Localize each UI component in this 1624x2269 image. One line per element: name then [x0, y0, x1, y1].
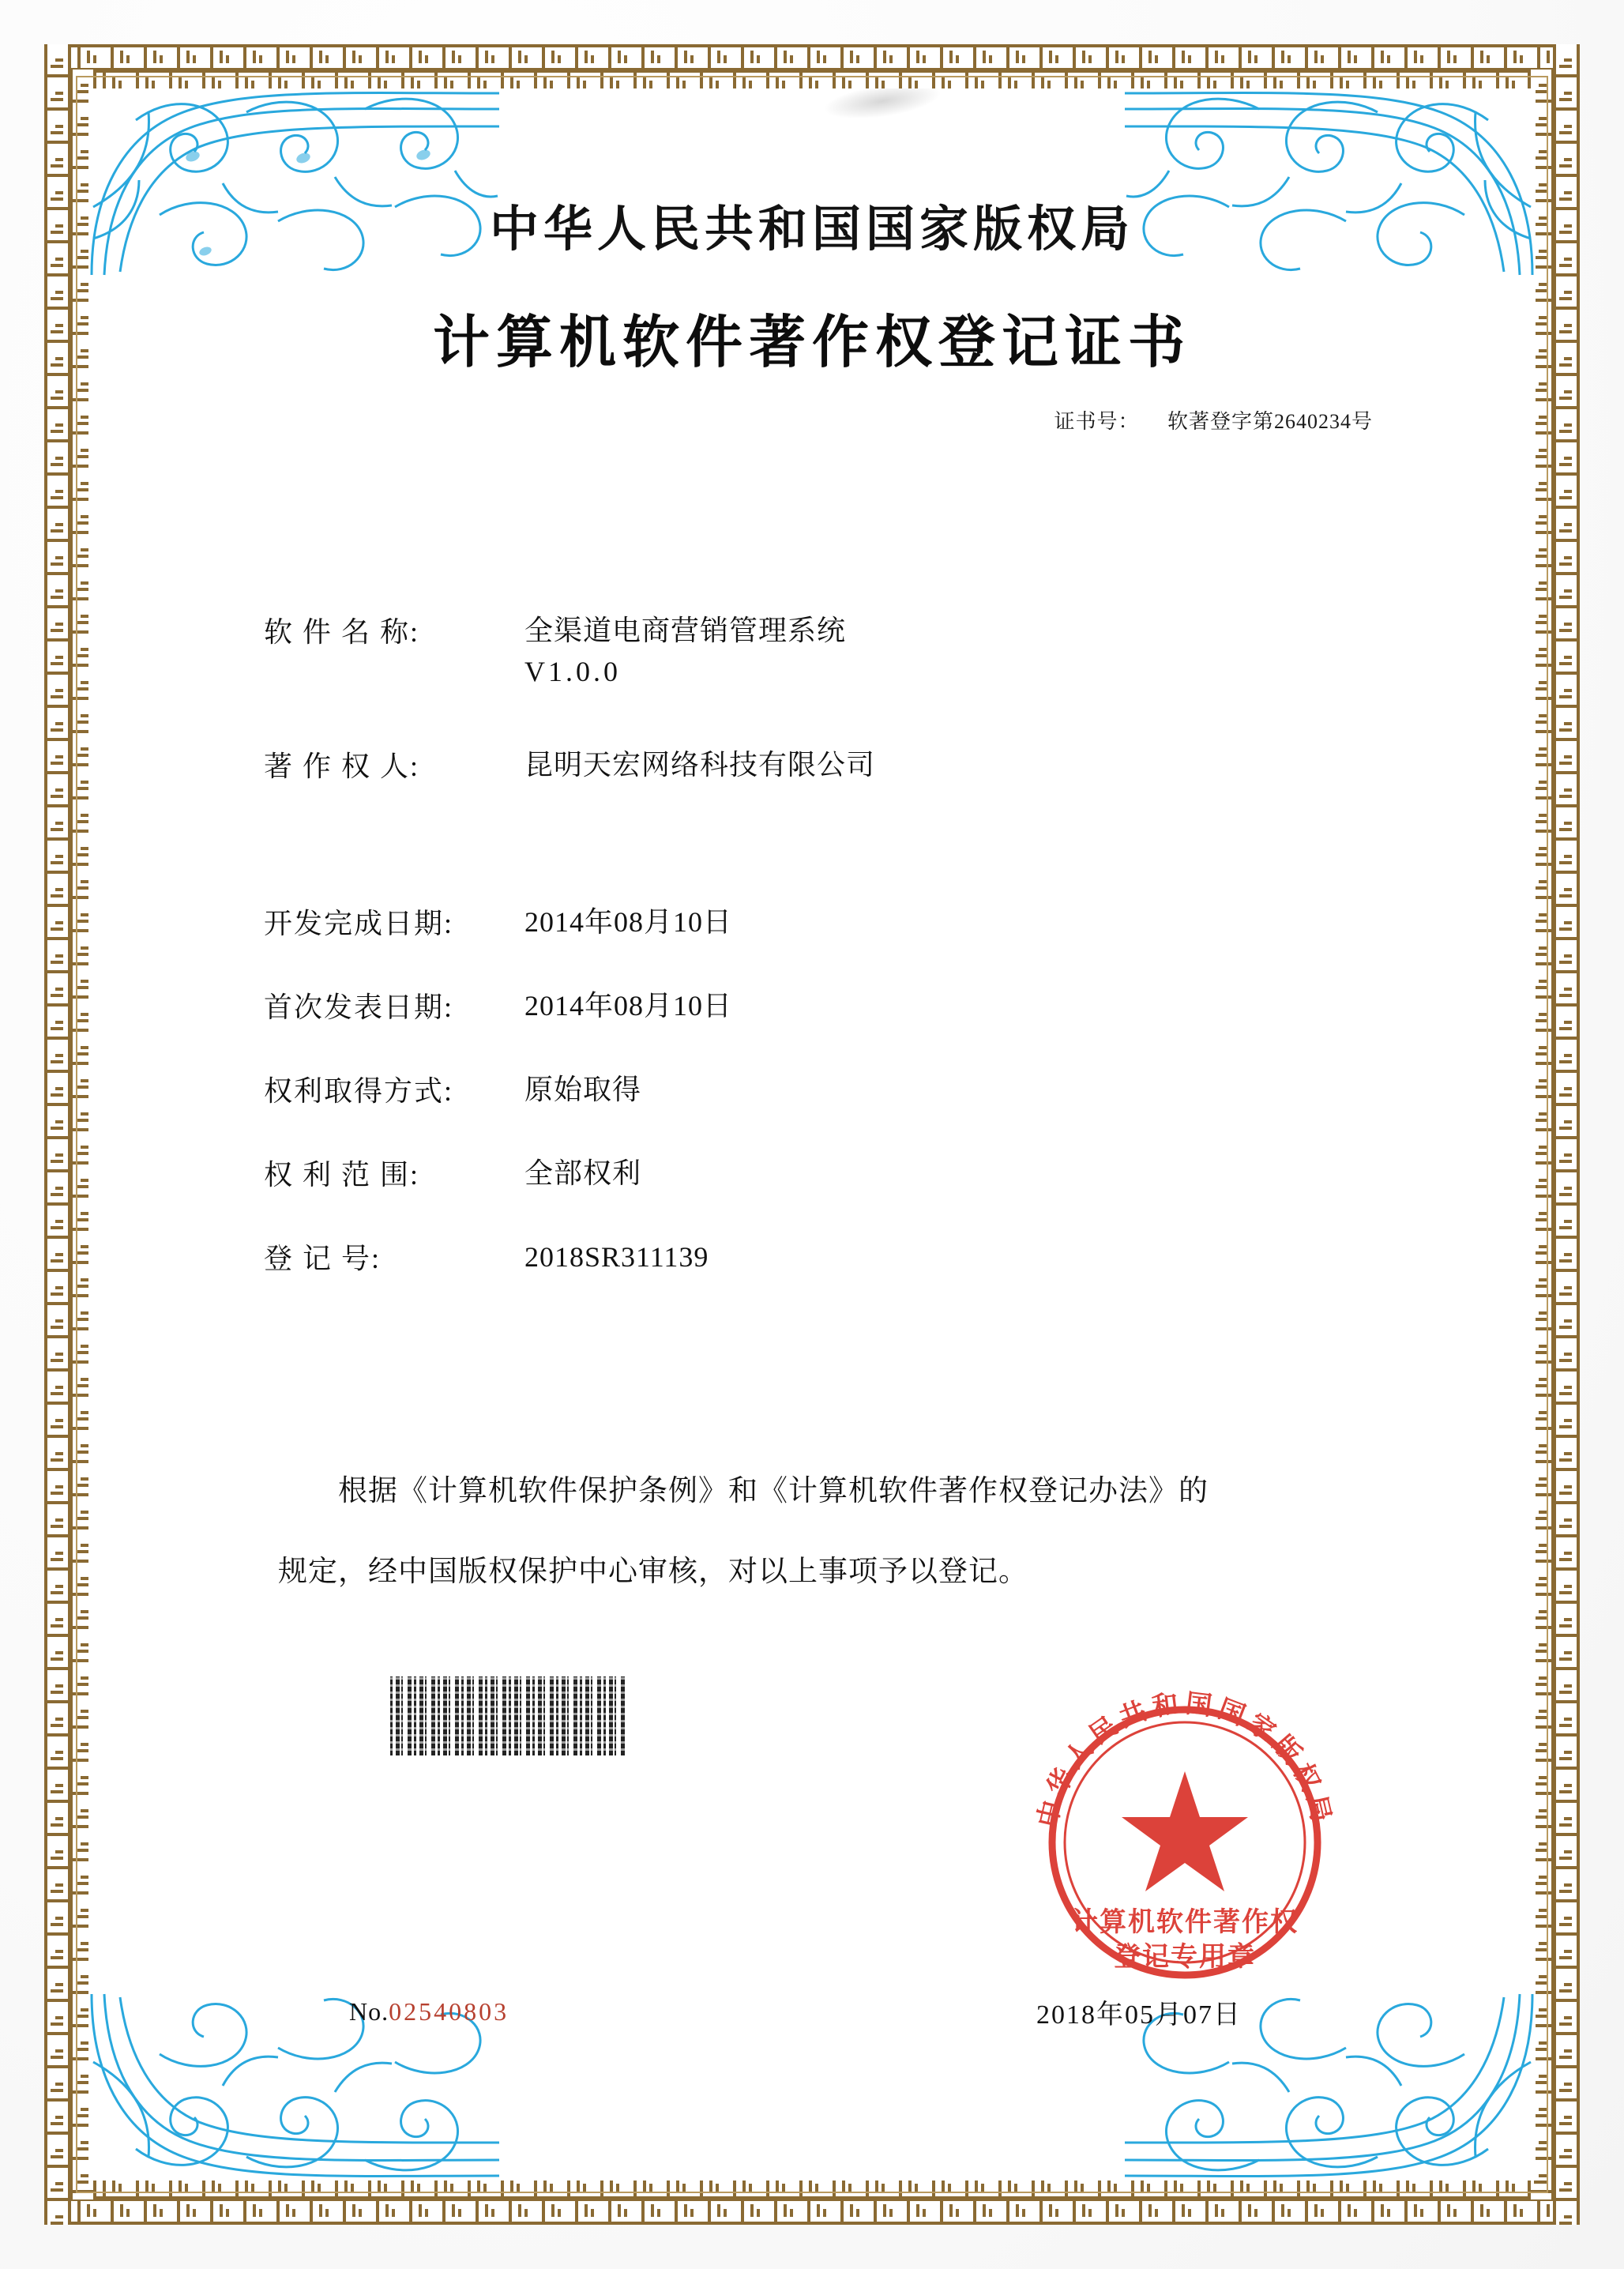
field-row-rights-scope	[264, 1153, 1417, 1194]
field-list	[264, 610, 1417, 1293]
certificate-number	[88, 405, 1536, 435]
field-row-registration-number	[264, 1236, 1417, 1277]
field-row-first-publication-date	[264, 985, 1417, 1026]
border-bottom-outer	[44, 2198, 1580, 2225]
certificate-number-label: 证书号：	[1054, 410, 1140, 433]
seal-inner-line-2: 登记专用章	[1114, 1941, 1256, 1973]
field-label-copyright-owner: 著 作 权 人:	[264, 751, 420, 783]
field-label-development-date: 开发完成日期:	[264, 907, 454, 939]
field-value-rights-scope: 全部权利	[524, 1157, 642, 1190]
field-label-registration-number: 登 记 号:	[264, 1243, 382, 1275]
spacer-2	[264, 800, 1417, 901]
field-value-acquisition-method: 原始取得	[524, 1073, 642, 1105]
field-row-development-date	[264, 901, 1417, 943]
border-top-outer	[44, 44, 1580, 71]
field-label-rights-scope: 权 利 范 围:	[264, 1159, 420, 1191]
issuer-title: 中华人民共和国国家版权局	[489, 200, 1134, 258]
field-value-first-publication-date: 2014年08月10日	[524, 989, 733, 1022]
field-label-first-publication-date: 首次发表日期:	[264, 991, 454, 1023]
border-right-outer	[1553, 44, 1580, 2225]
serial-number-value: 02540803	[389, 1997, 509, 2026]
statement-line-1: 根据《计算机软件保护条例》和《计算机软件著作权登记办法》的	[338, 1475, 1209, 1507]
official-seal-icon	[1011, 1669, 1359, 2016]
field-value-development-date: 2014年08月10日	[524, 905, 733, 938]
seal-inner-line-1: 计算机软件著作权	[1071, 1906, 1299, 1938]
software-version-text: V1.0.0	[524, 656, 621, 688]
seal-outer-text: 中华人民共和国国家版权局	[1031, 1688, 1339, 1831]
field-row-acquisition-method	[264, 1069, 1417, 1110]
field-row-copyright-owner	[264, 744, 1417, 785]
field-label-acquisition-method: 权利取得方式:	[264, 1074, 454, 1107]
field-value-copyright-owner: 昆明天宏网络科技有限公司	[524, 749, 876, 781]
certificate-content	[88, 88, 1536, 2181]
field-row-software-name	[264, 610, 1417, 692]
statement-block	[278, 1463, 1409, 1624]
barcode-image	[390, 1676, 627, 1755]
serial-number	[349, 1997, 509, 2026]
certificate-number-value: 软著登字第2640234号	[1167, 410, 1373, 433]
title-block	[88, 190, 1536, 435]
field-value-registration-number: 2018SR311139	[524, 1241, 709, 1274]
software-name-text: 全渠道电商营销管理系统	[524, 615, 847, 646]
issue-date: 2018年05月07日	[1036, 2000, 1242, 2030]
certificate-title: 计算机软件著作权登记证书	[432, 308, 1191, 375]
field-value-software-name	[524, 610, 846, 692]
spacer-1	[264, 706, 1417, 744]
field-label-software-name: 软 件 名 称:	[264, 616, 420, 648]
scan-artifact	[821, 88, 943, 125]
border-left-outer	[44, 44, 71, 2225]
serial-number-label: No.	[349, 1997, 389, 2026]
statement-line-2: 规定，经中国版权保护中心审核，对以上事项予以登记。	[278, 1556, 1028, 1589]
